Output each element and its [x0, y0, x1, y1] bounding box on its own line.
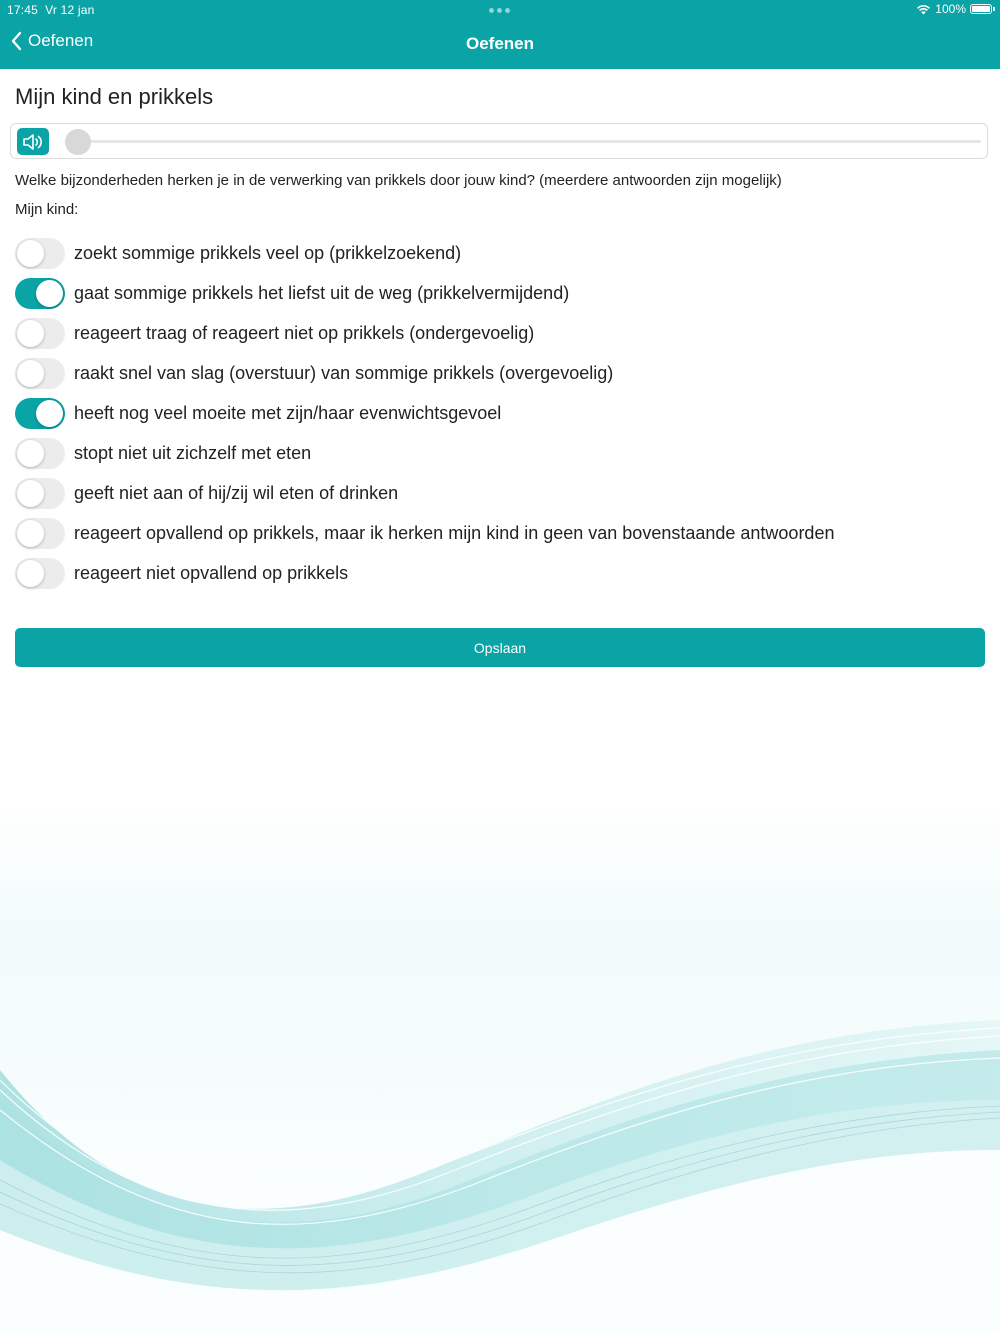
option-toggle[interactable]: [15, 238, 65, 269]
page-title: Mijn kind en prikkels: [15, 84, 214, 109]
option-toggle[interactable]: [15, 278, 65, 309]
option-toggle[interactable]: [15, 558, 65, 589]
option-row: [15, 313, 975, 353]
status-time-clock: 17:45: [7, 3, 39, 17]
status-date: Vr 12 jan: [45, 3, 95, 17]
audio-player: [10, 123, 988, 159]
option-toggle[interactable]: [15, 438, 65, 469]
background-wave: [0, 800, 1000, 1334]
toggle-knob: [17, 480, 44, 507]
save-button[interactable]: Opslaan: [15, 628, 985, 667]
back-button-label: Oefenen: [28, 31, 94, 50]
option-label: gaat sommige prikkels het liefst uit de weg (prikkelvermijdend): [74, 282, 570, 303]
battery-percent: 100%: [935, 2, 966, 16]
option-toggle[interactable]: [15, 398, 65, 429]
status-indicators: [916, 2, 992, 16]
option-toggle[interactable]: [15, 518, 65, 549]
multitask-dots: [489, 8, 510, 13]
toggle-knob: [17, 440, 44, 467]
toggle-knob: [17, 520, 44, 547]
status-time: [7, 3, 95, 17]
toggle-knob: [36, 400, 63, 427]
option-row: [15, 233, 975, 273]
play-audio-button[interactable]: [17, 128, 49, 155]
option-label: geeft niet aan of hij/zij wil eten of drinken: [74, 482, 399, 503]
battery-icon: [970, 4, 992, 14]
toggle-knob: [17, 320, 44, 347]
option-label: reageert traag of reageert niet op prikkels (ondergevoelig): [74, 322, 535, 343]
speaker-icon: [22, 133, 44, 151]
question-subhead: Mijn kind:: [15, 201, 79, 218]
option-label: heeft nog veel moeite met zijn/haar evenwichtsgevoel: [74, 402, 502, 423]
navigation-bar: [0, 0, 1000, 69]
option-toggle[interactable]: [15, 478, 65, 509]
option-toggle[interactable]: [15, 318, 65, 349]
option-row: [15, 353, 975, 393]
option-label: raakt snel van slag (overstuur) van sommige prikkels (overgevoelig): [74, 362, 614, 383]
option-row: [15, 273, 975, 313]
option-row: [15, 553, 975, 593]
nav-title: Oefenen: [465, 34, 535, 53]
option-label: reageert niet opvallend op prikkels: [74, 562, 349, 583]
question-text: Welke bijzonderheden herken je in de verwerking van prikkels door jouw kind? (meerdere antwoorden zijn mogelijk): [15, 172, 782, 189]
audio-progress-thumb[interactable]: [65, 129, 91, 155]
toggle-knob: [36, 280, 63, 307]
toggle-knob: [17, 240, 44, 267]
option-label: zoekt sommige prikkels veel op (prikkelzoekend): [74, 242, 462, 263]
option-label: reageert opvallend op prikkels, maar ik herken mijn kind in geen van bovenstaande antwoorden: [74, 522, 835, 543]
option-toggle[interactable]: [15, 358, 65, 389]
audio-progress-track[interactable]: [67, 140, 981, 143]
option-row: [15, 433, 975, 473]
toggle-knob: [17, 560, 44, 587]
option-row: [15, 513, 975, 553]
option-list: [15, 233, 975, 593]
option-row: [15, 473, 975, 513]
wifi-icon: [916, 4, 931, 15]
toggle-knob: [17, 360, 44, 387]
option-row: [15, 393, 975, 433]
option-label: stopt niet uit zichzelf met eten: [74, 442, 312, 463]
